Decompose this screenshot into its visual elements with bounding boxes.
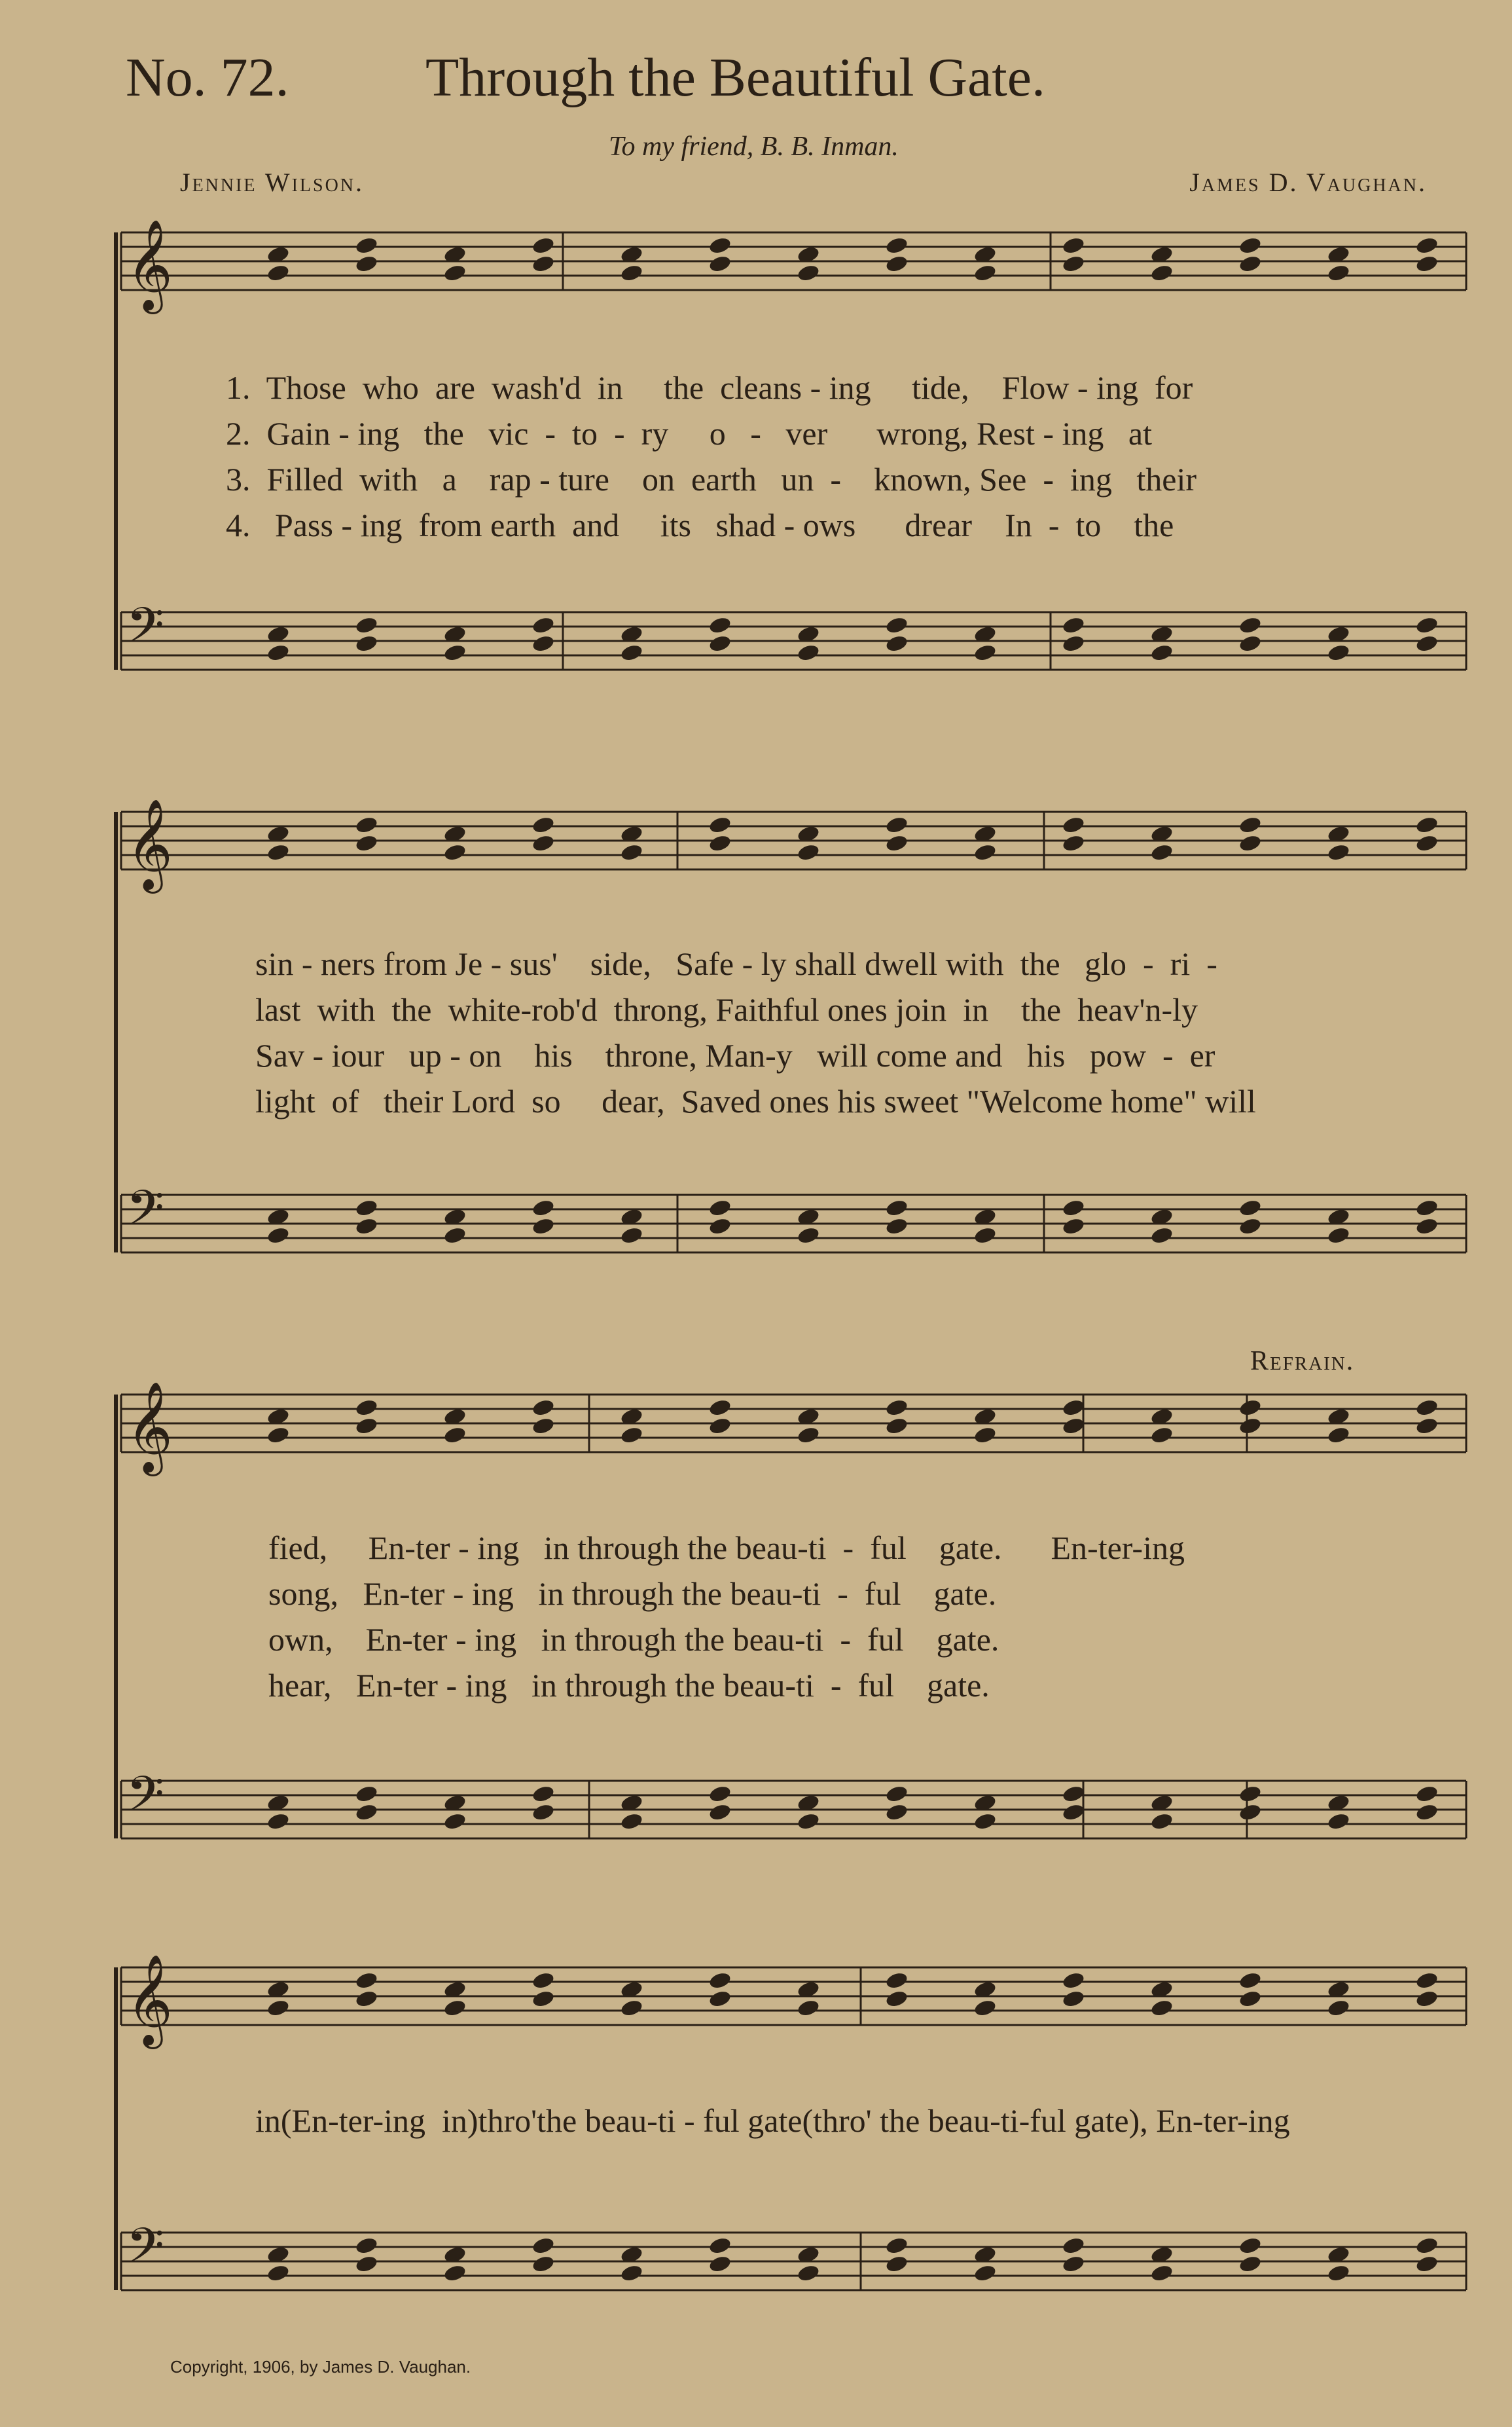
bass-clef-icon: 𝄢 <box>126 2217 164 2286</box>
note-head <box>1062 615 1086 635</box>
note-head <box>797 1812 821 1831</box>
note-head <box>355 1971 379 1990</box>
note-head <box>531 634 556 653</box>
copyright-notice: Copyright, 1906, by James D. Vaughan. <box>170 2357 471 2377</box>
treble-clef-icon: 𝄞 <box>126 799 173 890</box>
note-head <box>531 254 556 274</box>
note-head <box>355 1216 379 1236</box>
note-head <box>1062 2236 1086 2255</box>
note-head <box>620 263 644 283</box>
note-head <box>1327 1425 1351 1445</box>
note-head <box>708 615 732 635</box>
note-head <box>1415 1971 1439 1990</box>
note-head <box>973 1226 998 1245</box>
note-head <box>1415 833 1439 853</box>
note-head <box>885 1198 909 1218</box>
note-head <box>620 1812 644 1831</box>
lyric-line: in(En-ter-ing in)thro'the beau-ti - ful gate(thro' the beau-ti-ful gate), En-ter-ing <box>255 2102 1290 2139</box>
bass-clef-icon: 𝄢 <box>126 597 164 666</box>
note-head <box>355 1784 379 1804</box>
note-head <box>885 833 909 853</box>
note-head <box>708 1784 732 1804</box>
note-head <box>1062 1398 1086 1417</box>
note-head <box>1062 815 1086 835</box>
note-head <box>885 1398 909 1417</box>
note-head <box>531 1198 556 1218</box>
note-head <box>266 1812 291 1831</box>
note-head <box>797 263 821 283</box>
note-head <box>708 634 732 653</box>
note-head <box>1150 843 1174 862</box>
note-head <box>266 643 291 663</box>
note-head <box>266 2263 291 2283</box>
note-head <box>885 1971 909 1990</box>
note-head <box>708 815 732 835</box>
note-head <box>708 2254 732 2274</box>
note-head <box>1062 236 1086 255</box>
note-head <box>1415 815 1439 835</box>
note-head <box>797 643 821 663</box>
note-head <box>1062 634 1086 653</box>
note-head <box>1238 833 1263 853</box>
note-head <box>1415 2236 1439 2255</box>
note-head <box>1238 1802 1263 1822</box>
note-head <box>1238 2254 1263 2274</box>
note-head <box>1150 1812 1174 1831</box>
note-head <box>355 634 379 653</box>
note-head <box>973 843 998 862</box>
note-head <box>1415 1416 1439 1436</box>
note-head <box>620 843 644 862</box>
note-head <box>708 2236 732 2255</box>
note-head <box>1415 615 1439 635</box>
note-head <box>1327 643 1351 663</box>
note-head <box>531 1216 556 1236</box>
note-head <box>1150 1226 1174 1245</box>
note-head <box>1238 236 1263 255</box>
note-head <box>531 1784 556 1804</box>
note-head <box>797 1998 821 2018</box>
note-head <box>1238 1784 1263 1804</box>
note-head <box>1415 1784 1439 1804</box>
note-head <box>1062 1416 1086 1436</box>
note-head <box>1062 2254 1086 2274</box>
note-head <box>973 643 998 663</box>
note-head <box>620 1226 644 1245</box>
note-head <box>1327 1812 1351 1831</box>
note-head <box>797 2263 821 2283</box>
note-head <box>443 1425 467 1445</box>
note-head <box>1415 1198 1439 1218</box>
note-head <box>620 1998 644 2018</box>
note-head <box>708 1398 732 1417</box>
note-head <box>885 2254 909 2274</box>
note-head <box>355 236 379 255</box>
note-head <box>266 1425 291 1445</box>
note-head <box>620 643 644 663</box>
lyric-line: 2. Gain - ing the vic - to - ry o - ver wrong, Rest - ing at <box>226 415 1153 452</box>
lyric-line: own, En-ter - ing in through the beau-ti - ful gate. <box>268 1621 999 1658</box>
note-head <box>708 1198 732 1218</box>
lyric-line: Sav - iour up - on his throne, Man-y will come and his pow - er <box>255 1037 1215 1074</box>
note-head <box>1238 1989 1263 2009</box>
note-head <box>885 2236 909 2255</box>
note-head <box>355 815 379 835</box>
note-head <box>443 643 467 663</box>
lyric-line: hear, En-ter - ing in through the beau-ti - ful gate. <box>268 1667 990 1704</box>
note-head <box>1238 1416 1263 1436</box>
treble-clef-icon: 𝄞 <box>126 1381 173 1472</box>
note-head <box>355 1802 379 1822</box>
note-head <box>1238 1971 1263 1990</box>
note-head <box>1415 1802 1439 1822</box>
note-head <box>1327 1998 1351 2018</box>
note-head <box>1327 843 1351 862</box>
note-head <box>885 236 909 255</box>
dedication: To my friend, B. B. Inman. <box>609 132 899 162</box>
note-head <box>355 1398 379 1417</box>
note-head <box>531 1416 556 1436</box>
note-head <box>1062 1216 1086 1236</box>
note-head <box>443 263 467 283</box>
lyric-line: song, En-ter - ing in through the beau-ti - ful gate. <box>268 1575 997 1612</box>
note-head <box>531 1802 556 1822</box>
note-head <box>531 1971 556 1990</box>
note-head <box>355 1989 379 2009</box>
note-head <box>1415 1989 1439 2009</box>
note-head <box>1150 2263 1174 2283</box>
note-head <box>797 1226 821 1245</box>
note-head <box>1150 643 1174 663</box>
note-head <box>797 843 821 862</box>
note-head <box>1238 815 1263 835</box>
lyric-line: 1. Those who are wash'd in the cleans - ing tide, Flow - ing for <box>226 369 1193 406</box>
note-head <box>1062 1198 1086 1218</box>
note-head <box>531 1398 556 1417</box>
note-head <box>355 833 379 853</box>
note-head <box>1150 263 1174 283</box>
note-head <box>1238 254 1263 274</box>
note-head <box>1238 2236 1263 2255</box>
note-head <box>708 1802 732 1822</box>
note-head <box>531 615 556 635</box>
note-head <box>1062 254 1086 274</box>
note-head <box>443 843 467 862</box>
note-head <box>797 1425 821 1445</box>
note-head <box>885 634 909 653</box>
note-head <box>973 1998 998 2018</box>
note-head <box>973 2263 998 2283</box>
note-head <box>266 263 291 283</box>
note-head <box>355 2236 379 2255</box>
note-head <box>973 1812 998 1831</box>
note-head <box>443 1998 467 2018</box>
note-head <box>355 615 379 635</box>
note-head <box>708 1416 732 1436</box>
note-head <box>885 1416 909 1436</box>
note-head <box>1327 2263 1351 2283</box>
lyric-line: 3. Filled with a rap - ture on earth un - known, See - ing their <box>226 461 1197 498</box>
note-head <box>1062 1971 1086 1990</box>
note-head <box>1238 1398 1263 1417</box>
note-head <box>1062 1784 1086 1804</box>
composer-credit: James D. Vaughan. <box>1189 168 1427 197</box>
note-head <box>1415 1216 1439 1236</box>
note-head <box>266 1226 291 1245</box>
note-head <box>885 815 909 835</box>
note-head <box>443 1812 467 1831</box>
note-head <box>973 263 998 283</box>
note-head <box>885 254 909 274</box>
lyric-line: light of their Lord so dear, Saved ones his sweet "Welcome home" will <box>255 1083 1256 1120</box>
note-head <box>531 833 556 853</box>
note-head <box>973 1425 998 1445</box>
note-head <box>266 843 291 862</box>
note-head <box>355 1198 379 1218</box>
note-head <box>1062 1989 1086 2009</box>
hymn-title: Through the Beautiful Gate. <box>425 47 1046 108</box>
treble-clef-icon: 𝄞 <box>126 1954 173 2045</box>
note-head <box>1415 236 1439 255</box>
note-head <box>1415 254 1439 274</box>
note-head <box>1062 833 1086 853</box>
note-head <box>708 1216 732 1236</box>
lyricist-credit: Jennie Wilson. <box>180 168 365 197</box>
refrain-label: Refrain. <box>1250 1346 1355 1376</box>
lyric-line: 4. Pass - ing from earth and its shad - ows drear In - to the <box>226 507 1174 543</box>
note-head <box>885 1802 909 1822</box>
note-head <box>443 1226 467 1245</box>
treble-clef-icon: 𝄞 <box>126 219 173 310</box>
note-head <box>355 254 379 274</box>
lyric-line: sin - ners from Je - sus' side, Safe - ly shall dwell with the glo - ri - <box>255 945 1217 982</box>
lyric-line: fied, En-ter - ing in through the beau-ti - ful gate. En-ter-ing <box>268 1529 1185 1566</box>
note-head <box>620 1425 644 1445</box>
note-head <box>1238 1216 1263 1236</box>
note-head <box>1238 1198 1263 1218</box>
note-head <box>620 2263 644 2283</box>
note-head <box>1415 1398 1439 1417</box>
note-head <box>531 1989 556 2009</box>
note-head <box>355 1416 379 1436</box>
note-head <box>1415 634 1439 653</box>
note-head <box>531 2236 556 2255</box>
note-head <box>1238 615 1263 635</box>
note-head <box>531 236 556 255</box>
bass-clef-icon: 𝄢 <box>126 1766 164 1834</box>
note-head <box>708 1989 732 2009</box>
note-head <box>266 1998 291 2018</box>
note-head <box>1150 1998 1174 2018</box>
note-head <box>531 815 556 835</box>
note-head <box>885 1784 909 1804</box>
note-head <box>708 254 732 274</box>
note-head <box>1238 634 1263 653</box>
note-head <box>1062 1802 1086 1822</box>
note-head <box>1327 1226 1351 1245</box>
note-head <box>1415 2254 1439 2274</box>
note-head <box>443 2263 467 2283</box>
note-head <box>531 2254 556 2274</box>
lyric-line: last with the white-rob'd throng, Faithful ones join in the heav'n-ly <box>255 991 1198 1028</box>
hymn-number: No. 72. <box>126 47 289 108</box>
note-head <box>885 1216 909 1236</box>
note-head <box>1150 1425 1174 1445</box>
note-head <box>708 236 732 255</box>
note-head <box>885 1989 909 2009</box>
bass-clef-icon: 𝄢 <box>126 1180 164 1249</box>
note-head <box>708 1971 732 1990</box>
note-head <box>708 833 732 853</box>
note-head <box>1327 263 1351 283</box>
note-head <box>355 2254 379 2274</box>
note-head <box>885 615 909 635</box>
